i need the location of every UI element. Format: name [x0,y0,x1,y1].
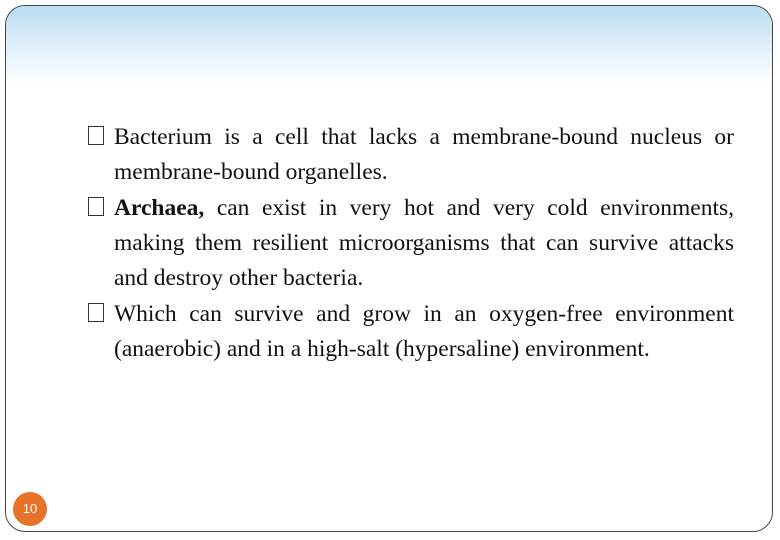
bullet-term: Archaea, [114,195,205,221]
header-gradient-band [6,6,772,84]
bullet-item-anaerobic [114,297,734,367]
bullet-text: can exist in very hot and very cold environments, making them resilient microorganisms that can survive attacks and destroy other bacteria. [114,195,734,291]
slide [5,5,773,532]
bullet-box-icon [88,197,104,216]
bullet-item-bacterium [114,120,734,190]
bullet-text: Which can survive and grow in an oxygen-free environment (anaerobic) and in a high-salt (hypersaline) environment. [114,301,734,362]
bullet-box-icon [88,126,104,145]
bullet-box-icon [88,303,104,322]
bullet-item-archaea [114,191,734,296]
bullet-list [114,120,734,368]
slide-number-badge: 10 [13,492,47,526]
bullet-text: Bacterium is a cell that lacks a membrane-bound nucleus or membrane-bound organelles. [114,124,734,185]
